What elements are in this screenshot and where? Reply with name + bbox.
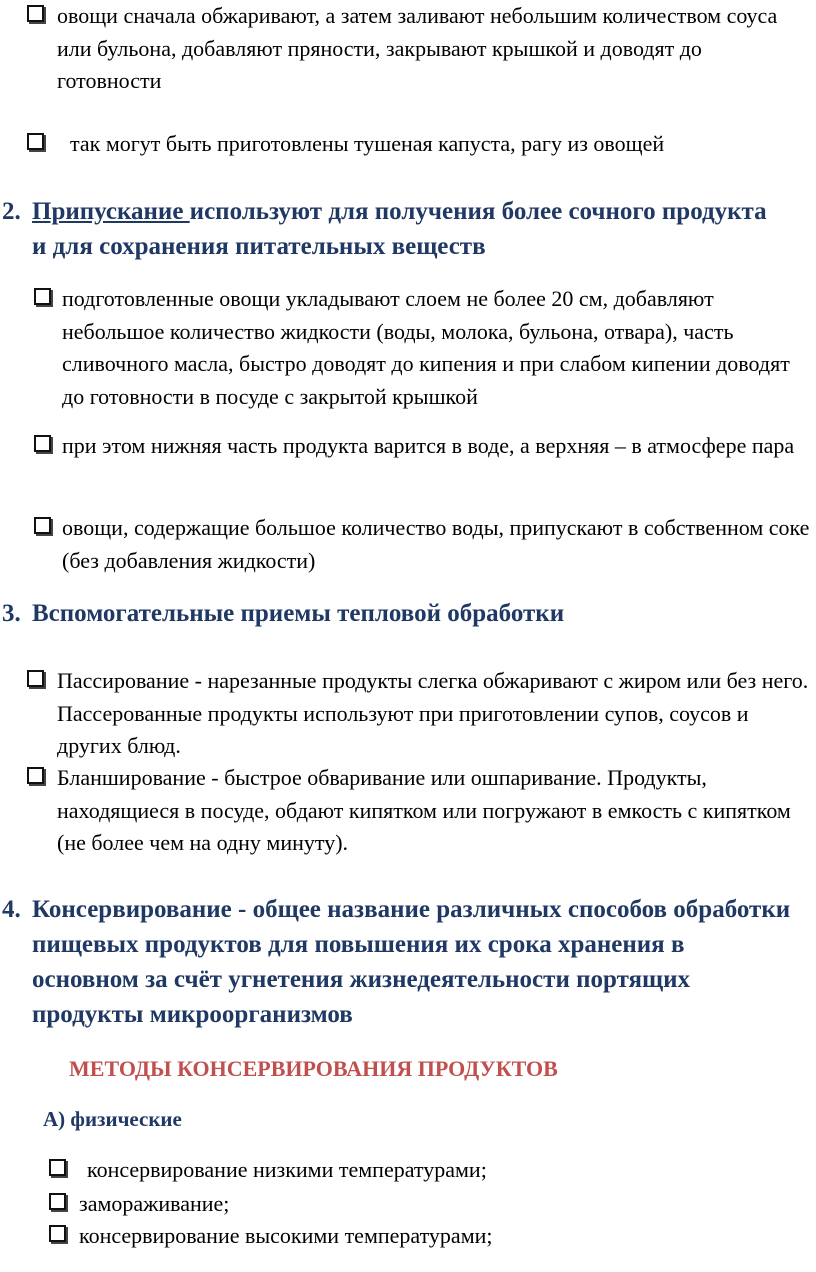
bullet-text: консервирование низкими температурами; (87, 1157, 487, 1182)
section-heading (2, 596, 782, 631)
checkbox-bullet-icon (49, 1225, 66, 1242)
bullet-item (34, 283, 816, 413)
checkbox-bullet-icon (27, 133, 44, 150)
bullet-item (49, 1220, 809, 1253)
checkbox-bullet-icon (27, 5, 44, 22)
section-number: 2. (2, 198, 21, 225)
bullet-item (27, 128, 811, 161)
bullet-item (27, 665, 811, 763)
bullet-text: овощи, содержащие большое количество воды, припускают в собственном соке (без добавления жидкости) (62, 515, 810, 573)
bullet-item (34, 512, 816, 577)
checkbox-bullet-icon (27, 670, 44, 687)
section-title (32, 194, 782, 264)
bullet-text: консервирование высокими температурами; (79, 1223, 493, 1248)
bullet-item (49, 1188, 809, 1221)
section-title: Вспомогательные приемы тепловой обработки (32, 600, 565, 627)
section-heading (2, 194, 782, 264)
section-title-rest: используют для получения более сочного продукта и для сохранения питательных веществ (32, 198, 767, 260)
bullet-text: Пассирование - нарезанные продукты слегка обжаривают с жиром или без него. Пассерованные продукты используют при приготовлении супов, соусов и других блюд. (57, 668, 809, 758)
bullet-item (34, 430, 816, 463)
checkbox-bullet-icon (27, 767, 44, 784)
checkbox-bullet-icon (49, 1159, 66, 1176)
bullet-text: Бланширование - быстрое обваривание или ошпаривание. Продукты, находящиеся в посуде, обдают кипятком или погружают в емкость с кипятком (не более чем на одну минуту). (57, 765, 791, 855)
section-term: Припускание (32, 198, 190, 225)
checkbox-bullet-icon (34, 288, 51, 305)
bullet-text: овощи сначала обжаривают, а затем заливают небольшим количеством соуса или бульона, добавляют пряности, закрывают крышкой и доводят до готовности (57, 3, 778, 93)
bullet-item (49, 1154, 809, 1187)
section-heading (2, 892, 792, 1032)
checkbox-bullet-icon (34, 435, 51, 452)
methods-title: МЕТОДЫ КОНСЕРВИРОВАНИЯ ПРОДУКТОВ (69, 1056, 558, 1081)
checkbox-bullet-icon (49, 1193, 66, 1210)
checkbox-bullet-icon (34, 517, 51, 534)
bullet-item (27, 762, 811, 860)
section-number: 3. (2, 600, 21, 627)
section-title: Консервирование - общее название различных способов обработки пищевых продуктов для повышения их срока хранения в основном за счёт угнетения жизнедеятельности портящих продукты микроорганизмов (32, 896, 791, 1028)
bullet-text: подготовленные овощи укладывают слоем не более 20 см, добавляют небольшое количество жидкости (воды, молока, бульона, отвара), часть сливочного масла, быстро доводят до кипения и при слабом кипении доводят до готовности в посуде с закрытой крышкой (62, 286, 790, 409)
bullet-item (27, 0, 811, 98)
bullet-text: замораживание; (79, 1191, 230, 1216)
methods-subtitle: А) физические (43, 1107, 182, 1131)
section-number: 4. (2, 896, 21, 923)
bullet-text: при этом нижняя часть продукта варится в воде, а верхняя – в атмосфере пара (62, 433, 795, 458)
bullet-text: так могут быть приготовлены тушеная капуста, рагу из овощей (70, 131, 665, 156)
